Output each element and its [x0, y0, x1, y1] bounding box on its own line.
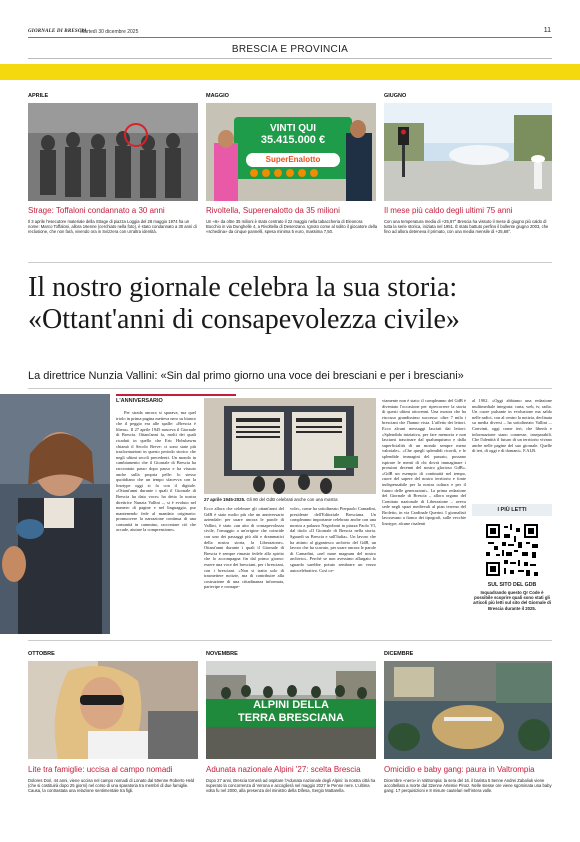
headline-line-2: «Ottant'anni di consapevolezza civile»	[28, 304, 460, 335]
sign-vinti-qui: VINTI QUI	[269, 123, 317, 134]
page-number: 11	[543, 27, 551, 34]
photo-strage-image	[28, 103, 198, 201]
text-valtrompia: Dicembre «nero» in Valtrompia: la sera del 16. il barista 5 5enne Andrei Zabaliuk viene accoltellato a morte dal 32enne Artemie Pinoz. Nelle stesse ore viene sgominata una baby gang: 17 perquisizioni e 8 misure cautelari nell'intera valle.	[384, 778, 552, 793]
photo-superenalotto	[206, 103, 376, 201]
qr-code-image	[484, 522, 540, 578]
photo-caldo-image	[384, 103, 552, 201]
article-column-3: vole», come ha sottolineato Pierpaolo Camadini, presidente dell'Editoriale Bresciana. Un compleanno importante celebrato anche con una mostra a palazzo Negroboni in piazza Paolo VI, dal titolo «Il Giornale di Brescia nella storia. Sguardi su Brescia e sull'Italia». Un lavoro che ha attinto al gigantesco archivio del GdB, un lavoro che ha scavato, per usare ancora le parole di Camadini, «nel mare magnum del nostro archivio». Perché se non avessimo allargato lo sguardo sarebbe potuto sembrare un vezzo autocelebrativo. Così ov-	[290, 506, 376, 573]
box-label: I PIÙ LETTI	[497, 507, 527, 513]
month-label-aprile: APRILE	[28, 93, 49, 99]
yellow-band	[0, 64, 580, 80]
article-label: L'ANNIVERSARIO	[116, 398, 163, 404]
newspaper-name: GIORNALE DI BRESCIA	[28, 29, 88, 34]
photo-caldo	[384, 103, 552, 201]
article-column-5: al 1902. «Oggi abbiamo una redazione multimediale integrata: carta, web, tv, radio. Un cuore pulsante in evoluzione ma saldo nelle radici, con al centro la notizia, declinata su media diversi – ha sottolineato Vallini –. Convinti, oggi come ieri, che libertà e informazione siano connesse, inseparabili. Che l'identità il futuro di un territorio vivano anche nelle pagine del suo giornale. Quelle di ieri, di oggi e di domani». F.ALB.	[472, 398, 552, 454]
headline	[28, 272, 552, 336]
photo-strage	[28, 103, 198, 201]
banner-alpini-line-1: ALPINI DELLA	[253, 699, 329, 711]
month-label-ottobre: OTTOBRE	[28, 651, 55, 657]
header-rule	[28, 37, 552, 38]
text-superenalotto: Un «6» da oltre 35 milioni è stato centrato il 22 maggio nella tabaccheria di Eleonora Bocchio in via Dunghelle 4, a Rivoltella di Desenzano. Ignoto come al solito il giocatore della «schedina» da cinque pannelli, spesa minima 5 euro, massima 7,50.	[206, 219, 378, 234]
subheadline: La direttrice Nunzia Vallini: «Sin dal primo giorno una voce dei bresciani e per i bresciani»	[28, 370, 464, 382]
month-label-dicembre: DICEMBRE	[384, 651, 414, 657]
photo-lonato-image	[28, 661, 198, 759]
article-column-2: Ecco allora che celebrare gli ottant'anni del GdB è stato molto più che un anniversario aziendale: per usare ancora le parole di Vallini, è stato «un atto di consapevolezza civile, l'omaggio a un'origine che coincide con uno dei passaggi più alti e drammatici della nostra storia, la Liberazione». Ottant'anni durante i quali il Giornale di Brescia è sempre rimasto fedele allo spirito che lo accompagna fin dal primo giorno: essere una voce dei bresciani, per i bresciani, con i bresciani. «Non si tratta solo di trasmettere notizie, ma di contribuire alla costruzione di una cittadinanza informata, partecipe e consape-	[204, 506, 284, 590]
photo-lonato	[28, 661, 198, 759]
photo-superenalotto-image	[206, 103, 376, 201]
title-superenalotto: Rivoltella, Superenalotto da 35 milioni	[206, 206, 340, 215]
box-text: Inquadrando questo Qr Code è possibile scoprire quali sono stati gli articoli più letti sul sito del Giornale di Brescia durante il 2025.	[473, 590, 551, 611]
photo-valtrompia-image	[384, 661, 552, 759]
caption-date: 27 aprile 1945-2025.	[204, 497, 246, 502]
section-rule	[28, 58, 552, 59]
title-lonato: Lite tra famiglie: uccisa al campo nomadi	[28, 765, 173, 774]
article-column-4: viamente non è stato: il compleanno del GdB è diventato l'occasione per ripercorrere la storia di questi ultimi ottocenni. Una mostra che ha riscosso grandissimo successo: oltre 7 mila i bresciani che l'hanno vista. L'affetto dei lettori. Ecco alcuni messaggi lasciati dai lettori: «Splendida iniziativa, per fare memoria e non lasciarsi trascinare dal qualunquismo e dalla superficialità di un mondo sempre meno valoriale». «Che quegli splendidi ricordi, e le splendide immagini del passato, possano ispirare le menti di chi dovrà immaginare i prossimi decenni del nostro glorioso GdB». «GdB un esempio di continuità nel tempo, cuore del sapere del nostro territorio e fonte indispensabile per la nostra cultura e per il futuro delle generazioni». La prima redazione del Giornale di Brescia – allora organo del Comitato nazionale di Liberazione – aveva sede negli spazi medievali al pian terreno del Broletto, in via Cardinale Querini. I giornalisti lavoravano a fianco dei tipografi, sulle vecchie linotype, alcune risalenti	[382, 398, 466, 527]
photo-vallini-image	[0, 394, 110, 634]
month-label-novembre: NOVEMBRE	[206, 651, 238, 657]
month-label-maggio: MAGGIO	[206, 93, 229, 99]
photo-mostra-caption	[204, 497, 376, 503]
qr-code[interactable]	[484, 522, 540, 578]
title-alpini: Adunata nazionale Alpini '27: scelta Brescia	[206, 765, 361, 774]
photo-valtrompia	[384, 661, 552, 759]
text-strage: Il 3 aprile l'esecutore materiale della Strage di piazza Loggia del 28 maggio 1974 ha un nome: Marco Toffaloni, allora 16enne (cerchiato nella foto), è stato condannato a 30 anni di reclusione, che non farà, vivendo ora in Svizzera con un'altra identità.	[28, 219, 197, 234]
section-title: BRESCIA E PROVINCIA	[231, 44, 349, 55]
text-caldo: Con una temperatura media di +25,97° Brescia ha vissuto il mese di giugno più caldo di tutta la serie storica, iniziata nel 1951. È stato battuto perfino il bollente giugno 2003, che fino ad allora deteneva il primato, con una media mensile di +25,68°.	[384, 219, 549, 234]
issue-date: Martedì 30 dicembre 2025	[80, 29, 139, 35]
month-label-giugno: GIUGNO	[384, 93, 407, 99]
article-column-1: Per strada ancora si sparava, ma quel triolo in prima pagina metteva nero su bianco che il peggio era alle spalle: «Brescia è libera». Il 27 aprile 1945 nasceva il Giornale di Brescia. Ottant'anni fa, molti dei quali ricaduti in quello che Eric Hobsbawm chiamò il Secolo Breve: ci sono state più trasformazioni in questo periodo storico che negli ultimi secoli precedenti. Un mondo in cambiamento che il Giornale di Brescia ha raccontato passo dopo passo e ha vissuto anche sulla propria pelle: lo stesso quotidiano che un tempo sfacevva con la linotype oggi si fa con il digitale. «Ottant'anni durante i quali il Giornale di Brescia ha dato voce» ha detto la nostra direttrice Nunzia Vallini –, si è evoluto nel numero di pagine e nel linguaggio, pur mantenendo fede al mandato originario: promuovere la narrazione continua di una comunità in cammino, raccontare ciò che accade, aiutare la comprensione».	[116, 410, 196, 533]
photo-vallini	[0, 394, 110, 634]
title-valtrompia: Omicidio e baby gang: paura in Valtrompia	[384, 765, 535, 774]
bottom-top-rule	[28, 640, 552, 641]
text-lonato: Dolores Dori, 44 anni, viene uccisa nel campo nomadi di Lonato dal 50enne Roberto Held (che si costituirà dopo 25 giorni) nel corso di una sparatoria tra membri di due famiglie. Causa, la contrastata una relazione sentimentale tra figli.	[28, 778, 195, 793]
caption-text: Gli 80 del GdB celebrati anche con una mostra	[246, 497, 338, 502]
photo-mostra-image	[204, 398, 376, 494]
headline-top-rule	[28, 262, 552, 263]
photo-alpini	[206, 661, 376, 759]
text-alpini: Dopo 27 anni, Brescia tornerà ad ospitare l'Adunata nazionale degli Alpini: la nostra città ha superato la concorrenza di Verona e accoglierà nel maggio 2027 le Penne nere. L'ultima volta fu nel 2000, alla presenza del ministro della Difesa, Sergio Mattarella.	[206, 778, 376, 793]
photo-mostra	[204, 398, 376, 494]
banner-alpini-line-2: TERRA BRESCIANA	[238, 712, 344, 724]
box-title: SUL SITO DEL GDB	[487, 582, 537, 588]
subhead-rule	[28, 388, 552, 389]
title-strage: Strage: Toffaloni condannato a 30 anni	[28, 206, 165, 215]
title-caldo: Il mese più caldo degli ultimi 75 anni	[384, 206, 513, 215]
headline-line-1: Il nostro giornale celebra la sua storia:	[28, 272, 458, 303]
sign-amount: 35.415.000 €	[260, 134, 326, 146]
sign-brand: SuperEnalotto	[265, 155, 321, 164]
